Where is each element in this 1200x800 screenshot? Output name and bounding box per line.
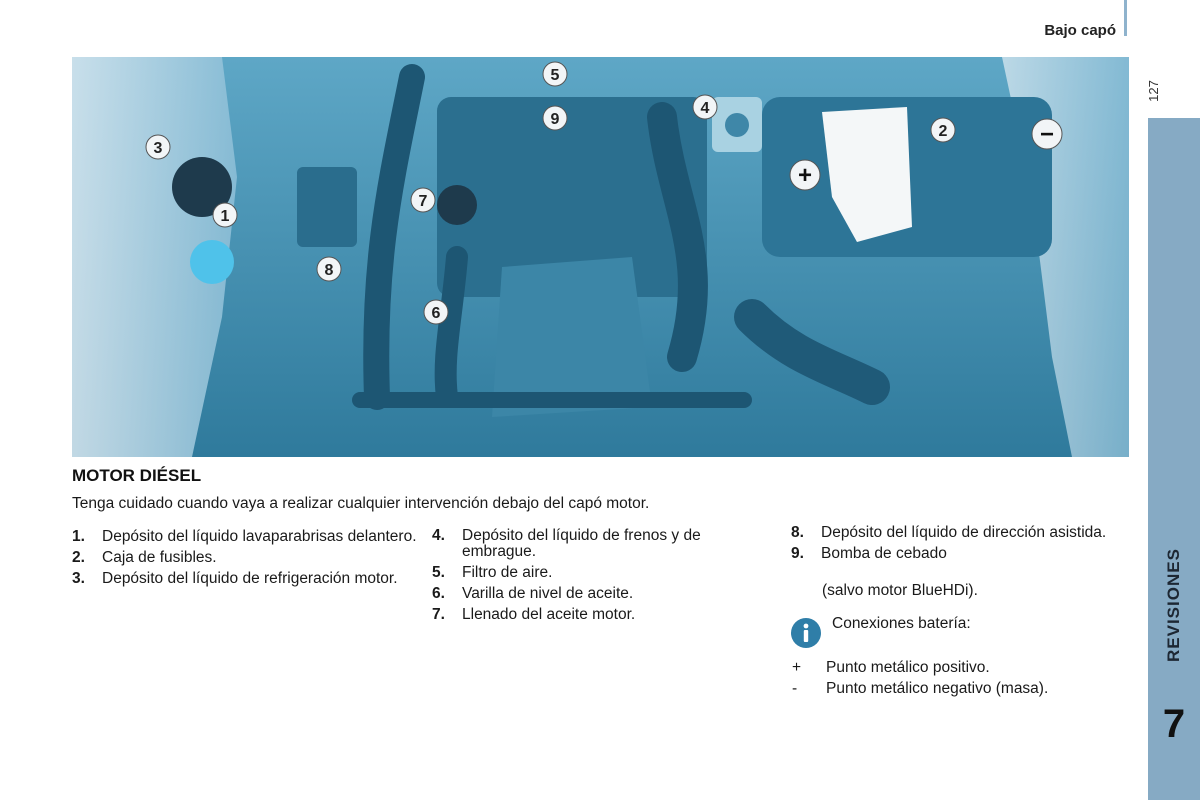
chapter-section-label: REVISIONES xyxy=(1164,548,1183,662)
intro-text: Tenga cuidado cuando vaya a realizar cualquier intervención debajo del capó motor. xyxy=(72,495,650,512)
section-heading: MOTOR DIÉSEL xyxy=(72,466,202,485)
header-divider xyxy=(1124,0,1127,36)
list-item: 2. Caja de fusibles. xyxy=(72,549,217,566)
list-item: 5. Filtro de aire. xyxy=(432,564,553,581)
svg-text:5: 5 xyxy=(550,67,560,84)
power-steering-reservoir xyxy=(297,167,357,247)
oil-filler-cap xyxy=(437,185,477,225)
battery-negative-item: - Punto metálico negativo (masa). xyxy=(792,680,1049,697)
svg-text:1: 1 xyxy=(220,208,230,225)
svg-text:6: 6 xyxy=(431,305,441,322)
list-item: 8. Depósito del líquido de dirección asistida. xyxy=(791,524,1107,541)
section-header-title: Bajo capó xyxy=(1044,22,1116,39)
callout-5 xyxy=(543,62,567,86)
callout-8 xyxy=(317,257,341,281)
battery-negative-marker xyxy=(1032,119,1062,149)
svg-text:4: 4 xyxy=(700,100,710,117)
brake-fluid-cap xyxy=(725,113,749,137)
washer-fluid-cap xyxy=(190,240,234,284)
list-item: 7. Llenado del aceite motor. xyxy=(432,606,636,623)
list-item: 6. Varilla de nivel de aceite. xyxy=(432,585,634,602)
info-icon xyxy=(790,617,822,649)
svg-text:2: 2 xyxy=(938,123,948,140)
list-item: 1. Depósito del líquido lavaparabrisas delantero. xyxy=(72,528,417,545)
legend-column-1 xyxy=(72,529,417,592)
page-number: 127 xyxy=(1146,80,1161,102)
legend-column-3 xyxy=(791,525,1116,567)
svg-text:9: 9 xyxy=(550,111,560,128)
battery-connections-title: Conexiones batería: xyxy=(832,615,971,632)
callout-4 xyxy=(693,95,717,119)
list-item: 9. Bomba de cebado xyxy=(791,545,947,562)
engine-bay-illustration xyxy=(72,57,1129,457)
callout-2 xyxy=(931,118,955,142)
battery-positive-marker xyxy=(790,160,820,190)
coolant-hose-middle xyxy=(446,257,457,397)
battery-positive-item: + Punto metálico positivo. xyxy=(792,659,990,676)
callout-7 xyxy=(411,188,435,212)
callout-1 xyxy=(213,203,237,227)
item-9-note: (salvo motor BlueHDi). xyxy=(822,582,978,599)
svg-text:7: 7 xyxy=(418,193,428,210)
svg-text:3: 3 xyxy=(153,140,163,157)
svg-text:+: + xyxy=(797,162,813,189)
chapter-number: 7 xyxy=(1162,702,1186,746)
callout-3 xyxy=(146,135,170,159)
svg-text:8: 8 xyxy=(324,262,334,279)
callout-6 xyxy=(424,300,448,324)
list-item: 3. Depósito del líquido de refrigeración motor. xyxy=(72,570,398,587)
callout-9 xyxy=(543,106,567,130)
chapter-side-tab xyxy=(1148,118,1200,800)
legend-column-2 xyxy=(432,528,772,628)
svg-text:−: − xyxy=(1039,121,1055,148)
lower-pipe xyxy=(352,392,752,408)
list-item: 4. Depósito del líquido de frenos y de embrague. xyxy=(432,527,701,560)
